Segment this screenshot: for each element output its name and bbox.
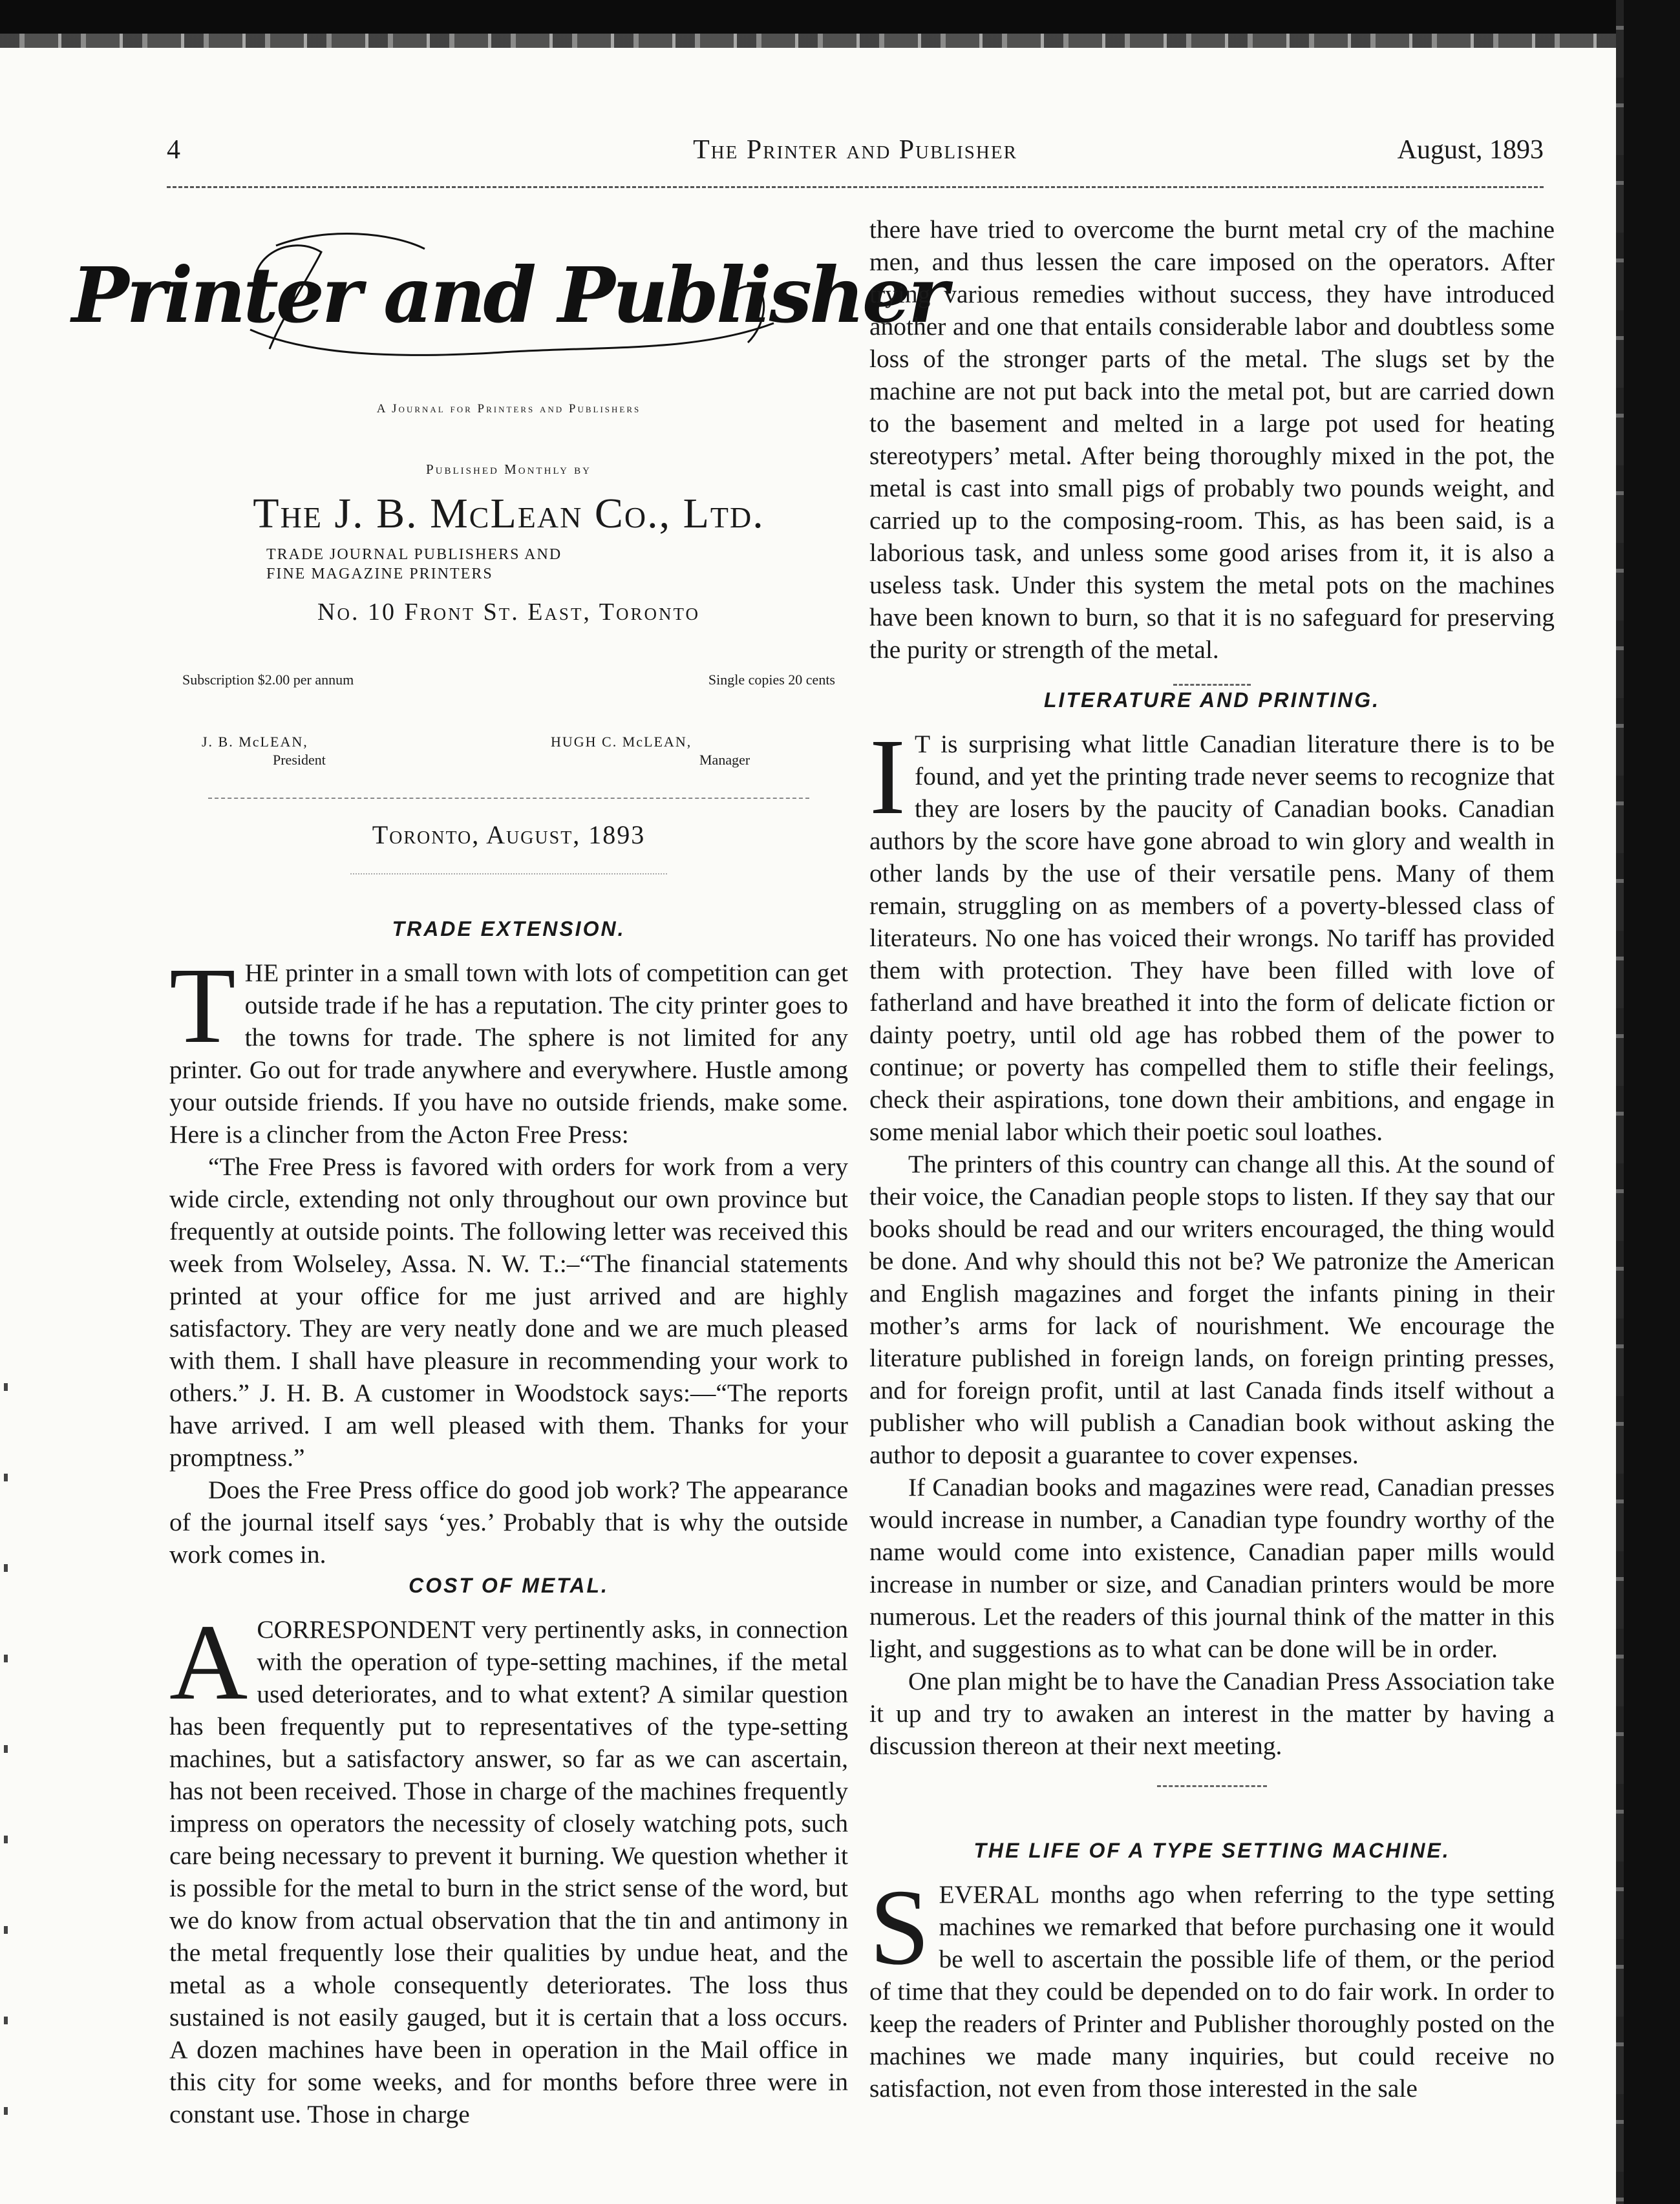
article-paragraph: SEVERAL months ago when referring to the type setting machines we remarked that before purchasing one it would be well to ascertain the possible life of them, or the period of time that they could be depended on to do fair work. In order to keep the readers of Printer and Publisher thoroughly posted on the machines we made many inquiries, but could receive no satisfaction, not even from those interested in the sale — [869, 1867, 1555, 2103]
article-life-of-type-setting-machine — [869, 1834, 1555, 2104]
article-paragraph: The printers of this country can change all this. At the sound of their voice, the Canadian people stops to listen. If they say that our books should be read and our writers encouraged, the thing would be done. And why should this not be? We patronize the American and English magazines and forget the infants pining in their mother’s arms for lack of nourishment. We encourage the literature published in foreign lands, on foreign printing presses, and for foreign profit, until at last Canada finds itself without a publisher who will publish a Canadian book without asking the author to deposit a guarantee to cover expenses. — [869, 1150, 1555, 1469]
drop-cap: S — [869, 1867, 930, 1987]
published-by: Published Monthly by — [425, 461, 591, 477]
company-description-line: TRADE JOURNAL PUBLISHERS AND — [266, 546, 562, 563]
masthead — [71, 213, 946, 874]
single-copy-price: Single copies 20 cents — [708, 672, 835, 688]
article-body — [169, 946, 848, 1571]
company-name: The J. B. McLean Co., Ltd. — [253, 490, 765, 537]
article-literature-and-printing — [869, 684, 1555, 1787]
scan-right-border — [1624, 0, 1680, 2204]
article-heading: TRADE EXTENSION. — [392, 917, 626, 940]
masthead-tagline: A Journal for Printers and Publishers — [376, 402, 641, 416]
article-heading: COST OF METAL. — [409, 1574, 609, 1597]
drop-cap: T — [169, 946, 236, 1066]
company-description — [266, 545, 848, 584]
company-description-line: FINE MAGAZINE PRINTERS — [266, 566, 493, 582]
journal-title: The Printer and Publisher — [693, 135, 1017, 165]
logo-lettering: Printer and Publisher — [71, 250, 946, 340]
dateline: Toronto, August, 1893 — [372, 820, 646, 849]
officer-name: HUGH C. McLEAN, — [551, 734, 692, 750]
running-head — [167, 134, 1544, 173]
article-body — [869, 717, 1555, 1762]
subscription-price: Subscription $2.00 per annum — [182, 672, 354, 688]
scan-top-texture — [0, 34, 1680, 48]
officer-manager — [551, 733, 750, 769]
article-paragraph: One plan might be to have the Canadian Press Association take it up and try to awaken an interest in the matter by having a discussion thereon at their next meeting. — [869, 1667, 1555, 1760]
scan-right-texture — [1616, 0, 1624, 2204]
article-trade-extension — [169, 913, 848, 1571]
article-paragraph: If Canadian books and magazines were read, Canadian presses would increase in number, a Canadian type foundry worthy of the name would come into existence, Canadian paper mills would increase in number or size, and Canadian printers would be more numerous. Let the readers of this journal think of the matter in this light, and suggestions as to what can be done will be in order. — [869, 1473, 1555, 1663]
article-heading: LITERATURE AND PRINTING. — [1044, 688, 1380, 712]
page-number: 4 — [167, 135, 180, 165]
officers — [169, 733, 848, 778]
section-separator — [1157, 1785, 1267, 1787]
company-address: No. 10 Front St. East, Toronto — [317, 599, 700, 626]
article-body — [869, 1867, 1555, 2104]
header-rule — [167, 186, 1544, 188]
scan-top-border — [0, 0, 1680, 34]
pricing-line — [169, 672, 848, 697]
article-paragraph: there have tried to overcome the burnt metal cry of the machine men, and thus lessen the care imposed on the operators. After trying various remedies without success, they have introduced another and one that entails considerable labor and doubtless some loss of the stronger parts of the metal. The slugs set by the machine are not put back into the metal pot, but are carried down to the basement and melted in a large pot used for heating stereotypers’ metal. After being thoroughly mixed in the pot, the metal is cast into small pigs of probably two pounds weight, and carried up to the composing-room. This, as has been said, is a laborious task, and unless some good arises from it, it is also a useless task. Under this system the metal pots on the machines have been known to burn, so that it is no safeguard for preserving the purity or strength of the metal. — [869, 215, 1555, 664]
article-heading: THE LIFE OF A TYPE SETTING MACHINE. — [973, 1839, 1451, 1862]
scan-left-specks — [4, 1357, 8, 2133]
drop-cap: A — [169, 1602, 248, 1722]
printer-and-publisher-logo — [71, 220, 946, 368]
article-body — [169, 1602, 848, 2130]
issue-date: August, 1893 — [1397, 135, 1544, 165]
article-paragraph: I T is surprising what little Canadian literature there is to be found, and yet the printing trade never seems to recognize that they are losers by the paucity of Canadian books. Canadian authors by the score have gone abroad to win glory and wealth in other lands by the use of their versatile pens. Many of them remain, struggling on as members of a poverty-blessed class of literateurs. No one has voiced their wrongs. No tariff has provided them with protection. They have been filled with love of fatherland and have breathed it into the form of delicate fiction or dainty poetry, until old age has robbed them of the power to continue; or poverty has compelled them to stifle their feelings, check their aspirations, tone down their ambitions, and engage in some menial labor which their poetic soul loathes. — [869, 717, 1555, 1146]
masthead-divider — [208, 798, 809, 799]
officer-name: J. B. McLEAN, — [202, 734, 308, 750]
article-paragraph: THE printer in a small town with lots of competition can get outside trade if he has a reputation. The city printer goes to the towns for trade. The sphere is not limited for any printer. Go out for trade anywhere and everywhere. Hustle among your outside friends. If you have no outside friends, make some. Here is a clincher from the Acton Free Press: — [169, 946, 848, 1149]
article-paragraph: ACORRESPONDENT very pertinently asks, in connection with the operation of type-setting machines, if the metal used deteriorates, and to what extent? A similar question has been frequently put to representatives of the type-setting machines, but a satisfactory answer, so far as we can ascertain, has not been received. Those in charge of the machines frequently impress on operators the necessity of closely watching pots, such care being necessary to prevent it burning. We question whether it is possible for the metal to burn in the strict sense of the word, but we do know from actual observation that the tin and antimony in the metal frequently lose their qualities by undue heat, and the metal as a whole consequently deteriorates. The loss thus sustained is not easily gauged, but it is certain that a loss occurs. A dozen machines have been in operation in the Mail office in this city for some weeks, and for months before three were in constant use. Those in charge — [169, 1602, 848, 2128]
article-paragraph: “The Free Press is favored with orders for work from a very wide circle, extending not only throughout our own province but frequently at outside points. The following letter was received this week from Wolseley, Assa. N. W. T.:–“The financial statements printed at your office for me just arrived and are highly satisfactory. They are very neatly done and we are much pleased with them. I shall have pleasure in recommending your work to others.” J. H. B. A customer in Woodstock says:—“The reports have arrived. I am well pleased with them. Thanks for your promptness.” — [169, 1152, 848, 1472]
dateline-divider — [350, 873, 667, 874]
officer-title: Manager — [699, 752, 750, 768]
officer-title: President — [273, 752, 326, 768]
article-paragraph: Does the Free Press office do good job work? The appearance of the journal itself says ‘yes.’ Probably that is why the outside work comes in. — [169, 1476, 848, 1569]
article-cost-of-metal — [169, 1569, 848, 2130]
article-cost-of-metal-continued — [869, 213, 1555, 686]
drop-cap: I — [869, 717, 906, 837]
officer-president — [202, 733, 326, 769]
